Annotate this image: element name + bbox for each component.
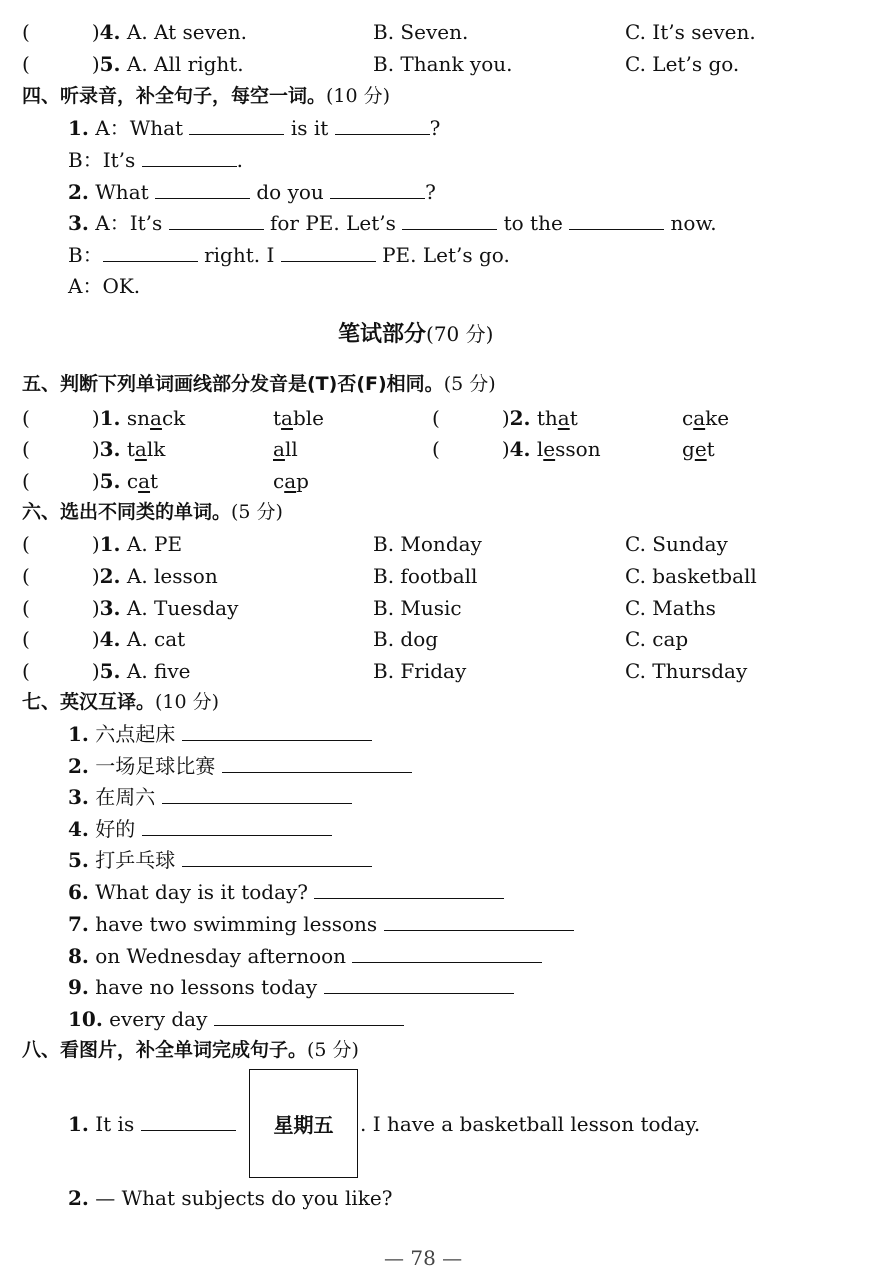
s7-item-5: 5. 打乒乓球: [68, 848, 372, 872]
blank[interactable]: [314, 880, 504, 899]
s4-line-3: 2. What do you ?: [68, 180, 436, 204]
answer-paren[interactable]: ( ): [432, 406, 510, 430]
option-b: B. Thank you.: [373, 52, 513, 76]
s6-item-1: ( )1. A. PE: [22, 532, 183, 556]
option-c: C. basketball: [625, 564, 757, 588]
s7-item-3: 3. 在周六: [68, 785, 352, 809]
blank[interactable]: [155, 180, 250, 199]
blank[interactable]: [402, 211, 497, 230]
blank[interactable]: [182, 848, 372, 867]
s7-item-2: 2. 一场足球比赛: [68, 754, 412, 778]
section-7-heading: 七、英汉互译。(10 分): [22, 691, 220, 713]
option-b: B. Seven.: [373, 20, 469, 44]
s4-line-2: B：It’s .: [68, 148, 243, 172]
picture-box: 星期五: [249, 1069, 358, 1178]
s8-item-2: 2. — What subjects do you like?: [68, 1186, 393, 1210]
option-c: C. Thursday: [625, 659, 748, 683]
s5-word: get: [682, 437, 715, 461]
page-number: — 78 —: [384, 1246, 463, 1270]
option-c: C. It’s seven.: [625, 20, 756, 44]
answer-paren[interactable]: ( ): [22, 469, 100, 493]
blank[interactable]: [142, 817, 332, 836]
option-c: C. Maths: [625, 596, 716, 620]
option-c: C. Let’s go.: [625, 52, 740, 76]
answer-paren[interactable]: ( ): [22, 596, 100, 620]
s6-item-5: ( )5. A. five: [22, 659, 191, 683]
answer-paren[interactable]: ( ): [22, 406, 100, 430]
blank[interactable]: [103, 243, 198, 262]
s5-item-3: ( )3. talk: [22, 437, 166, 461]
written-part-title: 笔试部分(70 分): [338, 322, 494, 347]
answer-paren[interactable]: ( ): [22, 564, 100, 588]
option-b: B. football: [373, 564, 478, 588]
s7-item-1: 1. 六点起床: [68, 722, 372, 746]
listening-item-5: ( )5. A. All right.: [22, 52, 244, 76]
blank[interactable]: [162, 785, 352, 804]
answer-paren[interactable]: ( ): [22, 20, 100, 44]
s4-line-4: 3. A：It’s for PE. Let’s to the now.: [68, 211, 717, 235]
s5-word: cap: [273, 469, 309, 493]
s5-word: cake: [682, 406, 730, 430]
blank[interactable]: [569, 211, 664, 230]
blank[interactable]: [324, 975, 514, 994]
option-b: B. Music: [373, 596, 462, 620]
blank[interactable]: [141, 1112, 236, 1131]
answer-paren[interactable]: ( ): [22, 627, 100, 651]
option-c: C. cap: [625, 627, 689, 651]
s4-line-6: A：OK.: [68, 274, 141, 298]
s5-word: all: [273, 437, 298, 461]
blank[interactable]: [281, 243, 376, 262]
s7-item-9: 9. have no lessons today: [68, 975, 514, 999]
s5-item-2: ( )2. that: [432, 406, 578, 430]
s6-item-2: ( )2. A. lesson: [22, 564, 218, 588]
s4-line-1: 1. A：What is it ?: [68, 116, 441, 140]
section-6-heading: 六、选出不同类的单词。(5 分): [22, 501, 283, 523]
blank[interactable]: [142, 148, 237, 167]
s5-item-5: ( )5. cat: [22, 469, 159, 493]
s7-item-10: 10. every day: [68, 1007, 404, 1031]
s5-item-1: ( )1. snack: [22, 406, 186, 430]
s6-item-3: ( )3. A. Tuesday: [22, 596, 239, 620]
answer-paren[interactable]: ( ): [22, 437, 100, 461]
section-4-heading: 四、听录音，补全句子，每空一词。(10 分): [22, 85, 391, 107]
section-8-heading: 八、看图片，补全单词完成句子。(5 分): [22, 1039, 359, 1061]
blank[interactable]: [335, 116, 430, 135]
blank[interactable]: [222, 754, 412, 773]
s6-item-4: ( )4. A. cat: [22, 627, 186, 651]
section-5-heading: 五、判断下列单词画线部分发音是(T)否(F)相同。(5 分): [22, 373, 496, 395]
s7-item-8: 8. on Wednesday afternoon: [68, 944, 542, 968]
listening-item-4: ( )4. A. At seven.: [22, 20, 247, 44]
option-b: B. Friday: [373, 659, 467, 683]
blank[interactable]: [189, 116, 284, 135]
s8-item-1-pre: 1. It is: [68, 1112, 236, 1136]
s7-item-7: 7. have two swimming lessons: [68, 912, 574, 936]
s8-item-1-post: . I have a basketball lesson today.: [360, 1112, 701, 1136]
s5-word: table: [273, 406, 325, 430]
answer-paren[interactable]: ( ): [432, 437, 510, 461]
answer-paren[interactable]: ( ): [22, 52, 100, 76]
option-b: B. Monday: [373, 532, 482, 556]
option-b: B. dog: [373, 627, 439, 651]
blank[interactable]: [214, 1007, 404, 1026]
s7-item-6: 6. What day is it today?: [68, 880, 504, 904]
blank[interactable]: [384, 912, 574, 931]
blank[interactable]: [352, 944, 542, 963]
blank[interactable]: [182, 722, 372, 741]
option-c: C. Sunday: [625, 532, 728, 556]
s5-item-4: ( )4. lesson: [432, 437, 601, 461]
answer-paren[interactable]: ( ): [22, 532, 100, 556]
s4-line-5: B： right. I PE. Let’s go.: [68, 243, 510, 267]
blank[interactable]: [330, 180, 425, 199]
blank[interactable]: [169, 211, 264, 230]
s7-item-4: 4. 好的: [68, 817, 332, 841]
answer-paren[interactable]: ( ): [22, 659, 100, 683]
